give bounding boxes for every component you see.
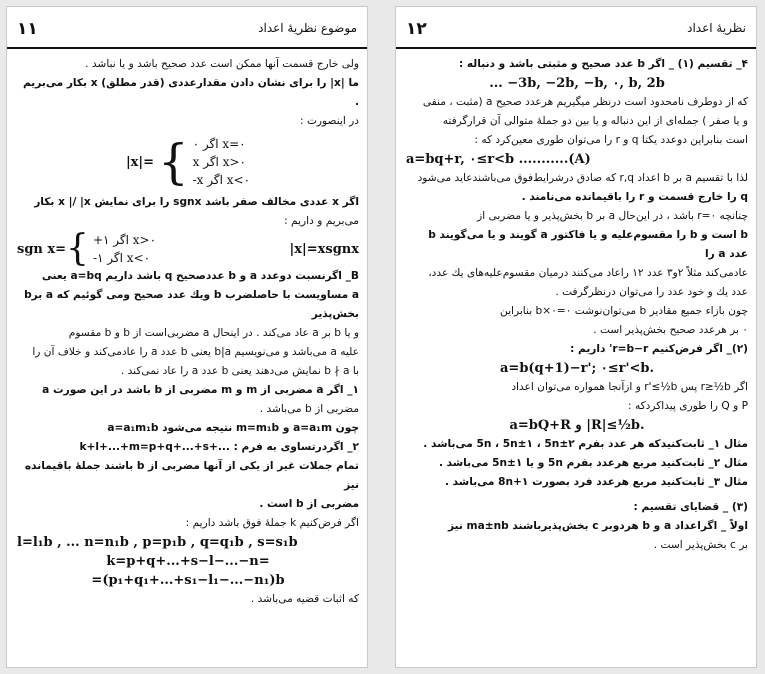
right-page-body xyxy=(406,55,748,661)
text-line: چون بازاء جمیع مقادیر b می‌توان‌نوشت b×۰=۰ بنابراین xyxy=(500,305,748,317)
text-line: اگر فرض‌کنیم k جملهٔ فوق باشد داریم : xyxy=(185,517,359,529)
text-line: چنانچه r=۰ باشد ، در این‌حال a بر b بخش‌پذیر و یا مضربی از xyxy=(477,210,748,222)
text-line: ۲_ اگردرتساوی به فرم : ...+k+l+...+m=p+q+...+s xyxy=(79,441,359,453)
text-line: b است و b را مقسوم‌علیه و یا فاکتور a گویند و یا می‌گویند b عدد a را xyxy=(428,229,748,260)
text-line: مضربی از b می‌باشد . xyxy=(259,403,359,415)
text-line: (۲)_ اگر فرض‌کنیم r=b−r' داریم : xyxy=(570,343,748,355)
text-line: و یا صفر ) جمله‌ای از این دنباله و یا بین دو جملهٔ متوالی آن قرارگرفته xyxy=(442,115,748,127)
sgn-cases xyxy=(17,228,359,269)
right-page-title: نظریهٔ اعداد xyxy=(687,21,746,35)
right-page-header xyxy=(396,7,756,49)
case-row: x>۰ اگر ۱+ xyxy=(92,233,157,247)
text-line: که اثبات قضیه می‌باشد . xyxy=(250,593,359,605)
left-page-body xyxy=(17,55,359,661)
text-line: می‌بریم و داریم : xyxy=(284,215,359,227)
equation: a=b(q+1)−r'; ۰≤r'<b. xyxy=(500,361,654,376)
equation: ... −3b, −2b, −b, ۰, b, 2b xyxy=(489,76,665,91)
text-line: بر c بخش‌پذیر است . xyxy=(653,539,748,551)
text-line: و یا b بر a عاد می‌کند . در اینحال a مضربی‌است از b و b مقسوم‌ xyxy=(68,327,359,339)
text-line: است بنابراین دوعدد یکتا q و r را می‌توان طوری معین‌کرد که : xyxy=(474,134,748,146)
case-row: x<۰ اگر ۱- xyxy=(92,251,151,265)
right-page xyxy=(395,6,757,668)
left-page-header xyxy=(7,7,367,49)
sgn-identity: |x|=xsgnx xyxy=(289,241,359,257)
text-line: مضربی از b است . xyxy=(259,498,359,510)
right-page-number: ١٢ xyxy=(406,19,427,39)
text-line: ولی خارج قسمت آنها ممکن است عدد صحیح باشد و یا نباشد . xyxy=(85,58,359,70)
text-line: ۱_ اگر a مضربی از m و m مضربی از b باشد در این صورت a xyxy=(42,384,359,396)
text-line: عادمی‌کند مثلاً ۲و۳ عدد ۱۲ راعاد می‌کنند درمیان مقسوم‌علیه‌های یك عدد، xyxy=(428,267,748,279)
text-line: علیه a می‌باشد و می‌نویسیم b|a یعنی b عدد a را عادمی‌کند و خلاف آن را xyxy=(32,346,359,358)
sgn-lhs: sgn x= xyxy=(17,241,67,257)
text-line: با b ∤ a نمایش می‌دهند یعنی b عدد a را عاد نمی‌کند . xyxy=(120,365,359,377)
text-line: q را خارج قسمت و r را باقیمانده می‌نامند . xyxy=(521,191,748,203)
case-row: x<۰ اگر x- xyxy=(192,173,251,187)
text-line: اگر x عددی مخالف صفر باشد sgnx را برای نمایش x |/ |x بکار xyxy=(34,196,359,208)
equation: a=bq+r, ۰≤r<b ...........(A) xyxy=(406,152,591,167)
text-line: P و Q را طوری پیداکردکه : xyxy=(628,400,748,412)
section-heading: ۴_ تقسیم (۱) _ اگر b عدد صحیح و مثبتی باشد و دنباله : xyxy=(458,58,748,70)
text-line: لذا با تقسیم a بر b اعداد r,q که صادق درشرایط‌فوق می‌باشندعاید می‌شود xyxy=(417,172,748,184)
text-line: اولاً _ اگراعداد a و b هردوبر c بخش‌پذیرباشند ma±nb نیز xyxy=(447,520,748,532)
text-line: a مساویست با حاصلضرب b ویك عدد صحیح ومی گوئیم که a برb بخش‌پذیر xyxy=(24,289,359,320)
text-line: که از دوطرف نامحدود است درنظر میگیریم هرعدد صحیح a (مثبت ، منفی xyxy=(422,96,748,108)
brace-icon: { xyxy=(66,228,89,269)
abs-lhs: |x|= xyxy=(125,154,155,170)
equation: =(p₁+q₁+...+s₁−l₁−...−n₁)b xyxy=(91,573,285,588)
left-page-title: موضوع نظریهٔ اعداد xyxy=(258,21,357,35)
case-row: x=۰ اگر ۰ xyxy=(192,137,246,151)
text-line: عدد یك و خود عدد را می‌توان درنظرگرفت . xyxy=(555,286,748,298)
section-heading: (۳) _ قضایای تقسیم : xyxy=(633,501,748,513)
left-page-number: ١١ xyxy=(17,19,38,39)
brace-icon: { xyxy=(158,134,189,190)
text-line: B_ اگرنسبت دوعدد a و b عددصحیح q باشد داریم a=bq یعنی xyxy=(41,270,359,282)
text-line: اگر r≥½b پس r'≤½b و ازآنجا همواره می‌توان اعداد xyxy=(511,381,748,393)
example-line: مثال ۱_ ثابت‌کنیدکه هر عدد بفرم 5n ، 5n±۱ ، 5n±۲ می‌باشد . xyxy=(423,438,748,450)
case-row: x>۰ اگر x xyxy=(192,155,246,169)
equation: k=p+q+...+s−l−...−n= xyxy=(106,554,270,569)
equation: l=l₁b , ... n=n₁b , p=p₁b , q=q₁b , s=s₁b xyxy=(17,535,298,550)
left-page xyxy=(6,6,368,668)
text-line: ۰ بر هرعدد صحیح بخش‌پذیر است . xyxy=(593,324,748,336)
example-line: مثال ۳_ ثابت‌کنید مربع هرعدد فرد بصورت 8n+۱ می‌باشد . xyxy=(444,476,748,488)
text-line: تمام جملات غیر از یکی از آنها مضربی از b باشند جملهٔ باقیمانده نیز xyxy=(24,460,359,491)
text-line: چون a=a₁m و m=m₁b نتیجه می‌شود a=a₁m₁b xyxy=(107,422,359,434)
text-line: در اینصورت : xyxy=(300,115,359,127)
abs-value-cases xyxy=(17,135,359,189)
example-line: مثال ۲_ ثابت‌کنید مربع هرعدد بفرم 5n و یا 5n±۱ می‌باشد . xyxy=(438,457,748,469)
text-line: ما |x| را برای نشان دادن مقدارعددی (قدر مطلق) x بکار می‌بریم . xyxy=(23,77,359,108)
equation: a=bQ+R و |R|≤½b. xyxy=(509,418,645,433)
